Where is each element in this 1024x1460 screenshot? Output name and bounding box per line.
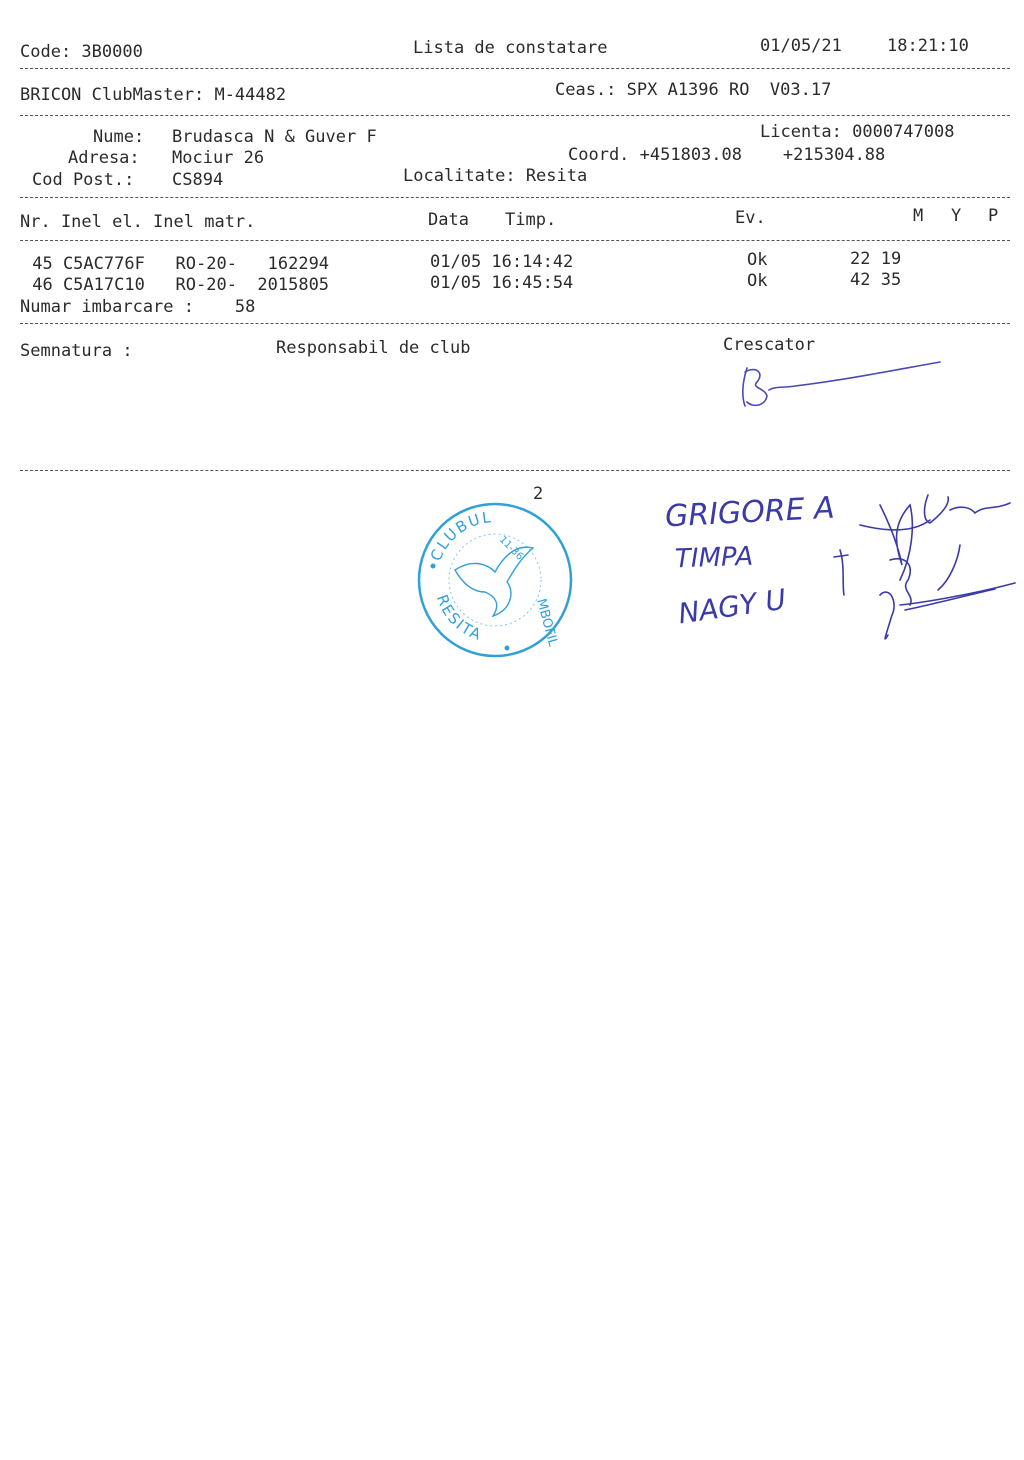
- table-header-m: M: [913, 206, 924, 226]
- table-row: 45 C5AC776F RO-20- 162294: [22, 254, 330, 274]
- stamp-inner-text: 11-36: [496, 534, 526, 563]
- divider: [20, 470, 1010, 471]
- divider: [20, 240, 1010, 241]
- header-time: 18:21:10: [887, 36, 969, 56]
- coord-label: Coord. +451803.08 +215304.88: [568, 145, 886, 165]
- table-header-date: Data: [428, 210, 469, 230]
- postal-label: Cod Post.:: [32, 170, 135, 190]
- divider: [20, 68, 1010, 69]
- table-header-ring: Nr. Inel el. Inel matr.: [20, 212, 256, 232]
- name-value: Brudasca N & Guver F: [172, 127, 377, 147]
- club-responsible-label: Responsabil de club: [276, 338, 471, 358]
- locality-label: Localitate: Resita: [403, 166, 588, 186]
- breeder-signature: [735, 360, 945, 415]
- handwritten-name-3: NAGY U: [676, 582, 789, 631]
- divider: [20, 323, 1010, 324]
- signature-label: Semnatura :: [20, 341, 133, 361]
- stamp-right-text: MBOFIL: [533, 597, 561, 649]
- name-label: Nume:: [93, 127, 145, 147]
- table-cell-ev: Ok: [747, 250, 768, 270]
- stamp-bottom-text: RESITA: [432, 592, 485, 645]
- boarding-count: Numar imbarcare : 58: [20, 297, 256, 317]
- postal-value: CS894: [172, 170, 224, 190]
- table-header-y: Y: [951, 206, 962, 226]
- table-cell-ev: Ok: [747, 271, 768, 291]
- table-row: 46 C5A17C10 RO-20- 2015805: [22, 275, 330, 295]
- handwritten-name-1: GRIGORE A: [664, 490, 836, 535]
- clock-label: Ceas.: SPX A1396 RO V03.17: [555, 80, 832, 100]
- witness-signatures: [820, 485, 1020, 650]
- address-label: Adresa:: [68, 148, 140, 168]
- page-number: 2: [533, 484, 544, 504]
- license-label: Licenta: 0000747008: [760, 122, 955, 142]
- table-cell-datetime: 01/05 16:45:54: [430, 273, 574, 293]
- table-cell-datetime: 01/05 16:14:42: [430, 252, 574, 272]
- table-header-ev: Ev.: [735, 208, 766, 228]
- table-header-p: P: [988, 206, 999, 226]
- breeder-label: Crescator: [723, 335, 816, 355]
- divider: [20, 197, 1010, 198]
- header-date: 01/05/21: [760, 36, 842, 56]
- table-cell-my: 42 35: [850, 270, 902, 290]
- clubmaster-label: BRICON ClubMaster: M-44482: [20, 85, 287, 105]
- club-stamp: [415, 500, 575, 660]
- handwritten-name-2: TIMPA: [674, 541, 754, 575]
- code-label: Code: 3B0000: [20, 42, 143, 62]
- svg-text:CLUBUL: [427, 508, 494, 564]
- address-value: Mociur 26: [172, 148, 265, 168]
- svg-text:RESITA: [433, 592, 485, 644]
- stamp-top-text: CLUBUL: [426, 507, 494, 564]
- document-title: Lista de constatare: [413, 38, 608, 58]
- divider: [20, 115, 1010, 116]
- table-cell-my: 22 19: [850, 249, 902, 269]
- table-header-time: Timp.: [505, 210, 557, 230]
